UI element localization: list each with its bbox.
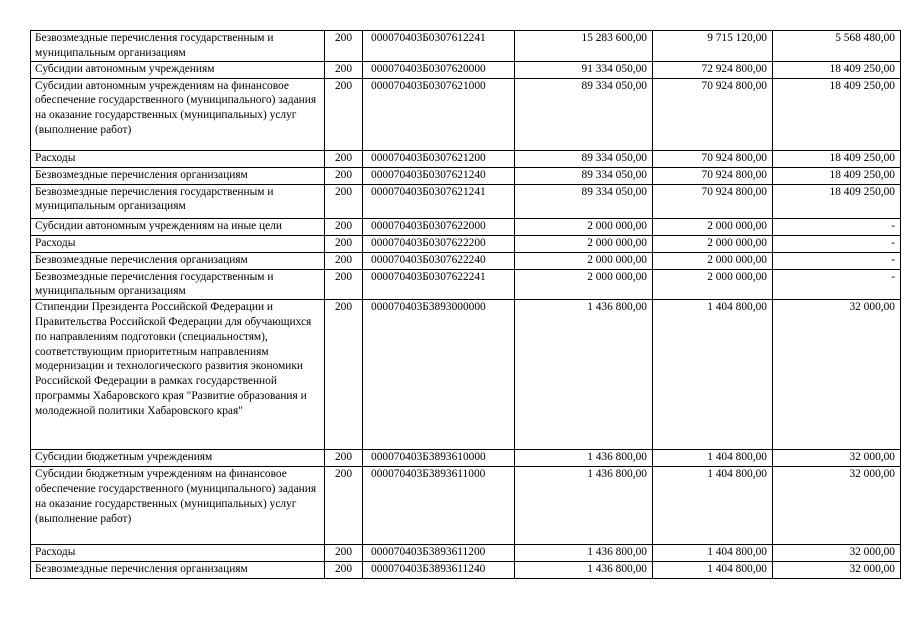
cell-name: Безвозмездные перечисления государственным и муниципальным организациям: [31, 269, 325, 300]
cell-unexecuted-amount: 5 568 480,00: [773, 31, 901, 62]
cell-executed-amount: 70 924 800,00: [653, 167, 773, 184]
cell-budget-code: 000070403Б0307620000: [363, 61, 515, 78]
table-row: [31, 31, 901, 62]
cell-budget-code: 000070403Б0307621240: [363, 167, 515, 184]
cell-approved-amount: 1 436 800,00: [515, 300, 653, 450]
table-row: [31, 61, 901, 78]
cell-approved-amount: 1 436 800,00: [515, 545, 653, 562]
cell-unexecuted-amount: -: [773, 218, 901, 235]
cell-approved-amount: 1 436 800,00: [515, 562, 653, 579]
cell-approved-amount: 2 000 000,00: [515, 218, 653, 235]
table-row: [31, 450, 901, 467]
cell-approved-amount: 1 436 800,00: [515, 450, 653, 467]
cell-unexecuted-amount: 32 000,00: [773, 467, 901, 545]
cell-admin-code: 200: [325, 61, 363, 78]
cell-budget-code: 000070403Б3893611240: [363, 562, 515, 579]
cell-approved-amount: 2 000 000,00: [515, 252, 653, 269]
cell-name: Безвозмездные перечисления организациям: [31, 562, 325, 579]
cell-approved-amount: 89 334 050,00: [515, 184, 653, 218]
table-row: [31, 252, 901, 269]
cell-admin-code: 200: [325, 269, 363, 300]
table-row: [31, 545, 901, 562]
table-row: [31, 218, 901, 235]
budget-table-body: [31, 31, 901, 579]
cell-approved-amount: 15 283 600,00: [515, 31, 653, 62]
table-row: [31, 184, 901, 218]
cell-name: Безвозмездные перечисления организациям: [31, 252, 325, 269]
cell-budget-code: 000070403Б0307622240: [363, 252, 515, 269]
cell-admin-code: 200: [325, 218, 363, 235]
cell-budget-code: 000070403Б3893611000: [363, 467, 515, 545]
cell-executed-amount: 2 000 000,00: [653, 269, 773, 300]
cell-unexecuted-amount: 18 409 250,00: [773, 61, 901, 78]
table-row: [31, 562, 901, 579]
cell-unexecuted-amount: 18 409 250,00: [773, 150, 901, 167]
cell-admin-code: 200: [325, 167, 363, 184]
cell-approved-amount: 2 000 000,00: [515, 269, 653, 300]
cell-executed-amount: 70 924 800,00: [653, 150, 773, 167]
cell-budget-code: 000070403Б0307621000: [363, 78, 515, 150]
cell-name: Безвозмездные перечисления организациям: [31, 167, 325, 184]
cell-executed-amount: 1 404 800,00: [653, 300, 773, 450]
cell-admin-code: 200: [325, 545, 363, 562]
table-row: [31, 167, 901, 184]
cell-executed-amount: 2 000 000,00: [653, 235, 773, 252]
cell-name: Расходы: [31, 545, 325, 562]
cell-unexecuted-amount: 32 000,00: [773, 562, 901, 579]
cell-name: Стипендии Президента Российской Федерации и Правительства Российской Федерации для обучающихся по направлениям подготовки (специальностям), соответствующим приоритетным направлениям модернизации и технологического развития экономики Российской Федерации в рамках государственной программы Хабаровского края "Развитие образования и молодежной политики Хабаровского края": [31, 300, 325, 450]
cell-name: Безвозмездные перечисления государственным и муниципальным организациям: [31, 184, 325, 218]
cell-name: Субсидии автономным учреждениям на финансовое обеспечение государственного (муниципального) задания на оказание государственных (муниципальных) услуг (выполнение работ): [31, 78, 325, 150]
cell-unexecuted-amount: -: [773, 252, 901, 269]
cell-budget-code: 000070403Б0307622200: [363, 235, 515, 252]
cell-unexecuted-amount: 18 409 250,00: [773, 167, 901, 184]
cell-budget-code: 000070403Б0307622241: [363, 269, 515, 300]
cell-budget-code: 000070403Б0307621241: [363, 184, 515, 218]
table-row: [31, 300, 901, 450]
cell-unexecuted-amount: -: [773, 235, 901, 252]
cell-name: Субсидии автономным учреждениям: [31, 61, 325, 78]
cell-admin-code: 200: [325, 235, 363, 252]
cell-admin-code: 200: [325, 184, 363, 218]
cell-unexecuted-amount: 18 409 250,00: [773, 78, 901, 150]
cell-name: Субсидии автономным учреждениям на иные цели: [31, 218, 325, 235]
cell-approved-amount: 91 334 050,00: [515, 61, 653, 78]
table-row: [31, 235, 901, 252]
cell-budget-code: 000070403Б0307612241: [363, 31, 515, 62]
cell-budget-code: 000070403Б3893611200: [363, 545, 515, 562]
cell-admin-code: 200: [325, 252, 363, 269]
cell-approved-amount: 89 334 050,00: [515, 150, 653, 167]
cell-executed-amount: 2 000 000,00: [653, 218, 773, 235]
cell-admin-code: 200: [325, 450, 363, 467]
cell-budget-code: 000070403Б0307622000: [363, 218, 515, 235]
table-row: [31, 78, 901, 150]
cell-unexecuted-amount: 18 409 250,00: [773, 184, 901, 218]
table-row: [31, 150, 901, 167]
cell-executed-amount: 72 924 800,00: [653, 61, 773, 78]
cell-admin-code: 200: [325, 78, 363, 150]
cell-admin-code: 200: [325, 562, 363, 579]
cell-admin-code: 200: [325, 300, 363, 450]
cell-executed-amount: 1 404 800,00: [653, 450, 773, 467]
cell-name: Субсидии бюджетным учреждениям на финансовое обеспечение государственного (муниципального) задания на оказание государственных (муниципальных) услуг (выполнение работ): [31, 467, 325, 545]
cell-name: Безвозмездные перечисления государственным и муниципальным организациям: [31, 31, 325, 62]
budget-table: [30, 30, 901, 579]
cell-approved-amount: 1 436 800,00: [515, 467, 653, 545]
cell-budget-code: 000070403Б3893000000: [363, 300, 515, 450]
cell-executed-amount: 2 000 000,00: [653, 252, 773, 269]
cell-executed-amount: 1 404 800,00: [653, 562, 773, 579]
cell-budget-code: 000070403Б0307621200: [363, 150, 515, 167]
cell-approved-amount: 2 000 000,00: [515, 235, 653, 252]
cell-approved-amount: 89 334 050,00: [515, 78, 653, 150]
cell-approved-amount: 89 334 050,00: [515, 167, 653, 184]
cell-unexecuted-amount: 32 000,00: [773, 545, 901, 562]
cell-executed-amount: 70 924 800,00: [653, 184, 773, 218]
cell-budget-code: 000070403Б3893610000: [363, 450, 515, 467]
cell-executed-amount: 70 924 800,00: [653, 78, 773, 150]
cell-name: Расходы: [31, 150, 325, 167]
cell-admin-code: 200: [325, 467, 363, 545]
cell-admin-code: 200: [325, 150, 363, 167]
table-row: [31, 467, 901, 545]
table-row: [31, 269, 901, 300]
cell-unexecuted-amount: -: [773, 269, 901, 300]
cell-admin-code: 200: [325, 31, 363, 62]
cell-executed-amount: 9 715 120,00: [653, 31, 773, 62]
cell-executed-amount: 1 404 800,00: [653, 545, 773, 562]
cell-name: Расходы: [31, 235, 325, 252]
cell-name: Субсидии бюджетным учреждениям: [31, 450, 325, 467]
cell-executed-amount: 1 404 800,00: [653, 467, 773, 545]
cell-unexecuted-amount: 32 000,00: [773, 450, 901, 467]
cell-unexecuted-amount: 32 000,00: [773, 300, 901, 450]
